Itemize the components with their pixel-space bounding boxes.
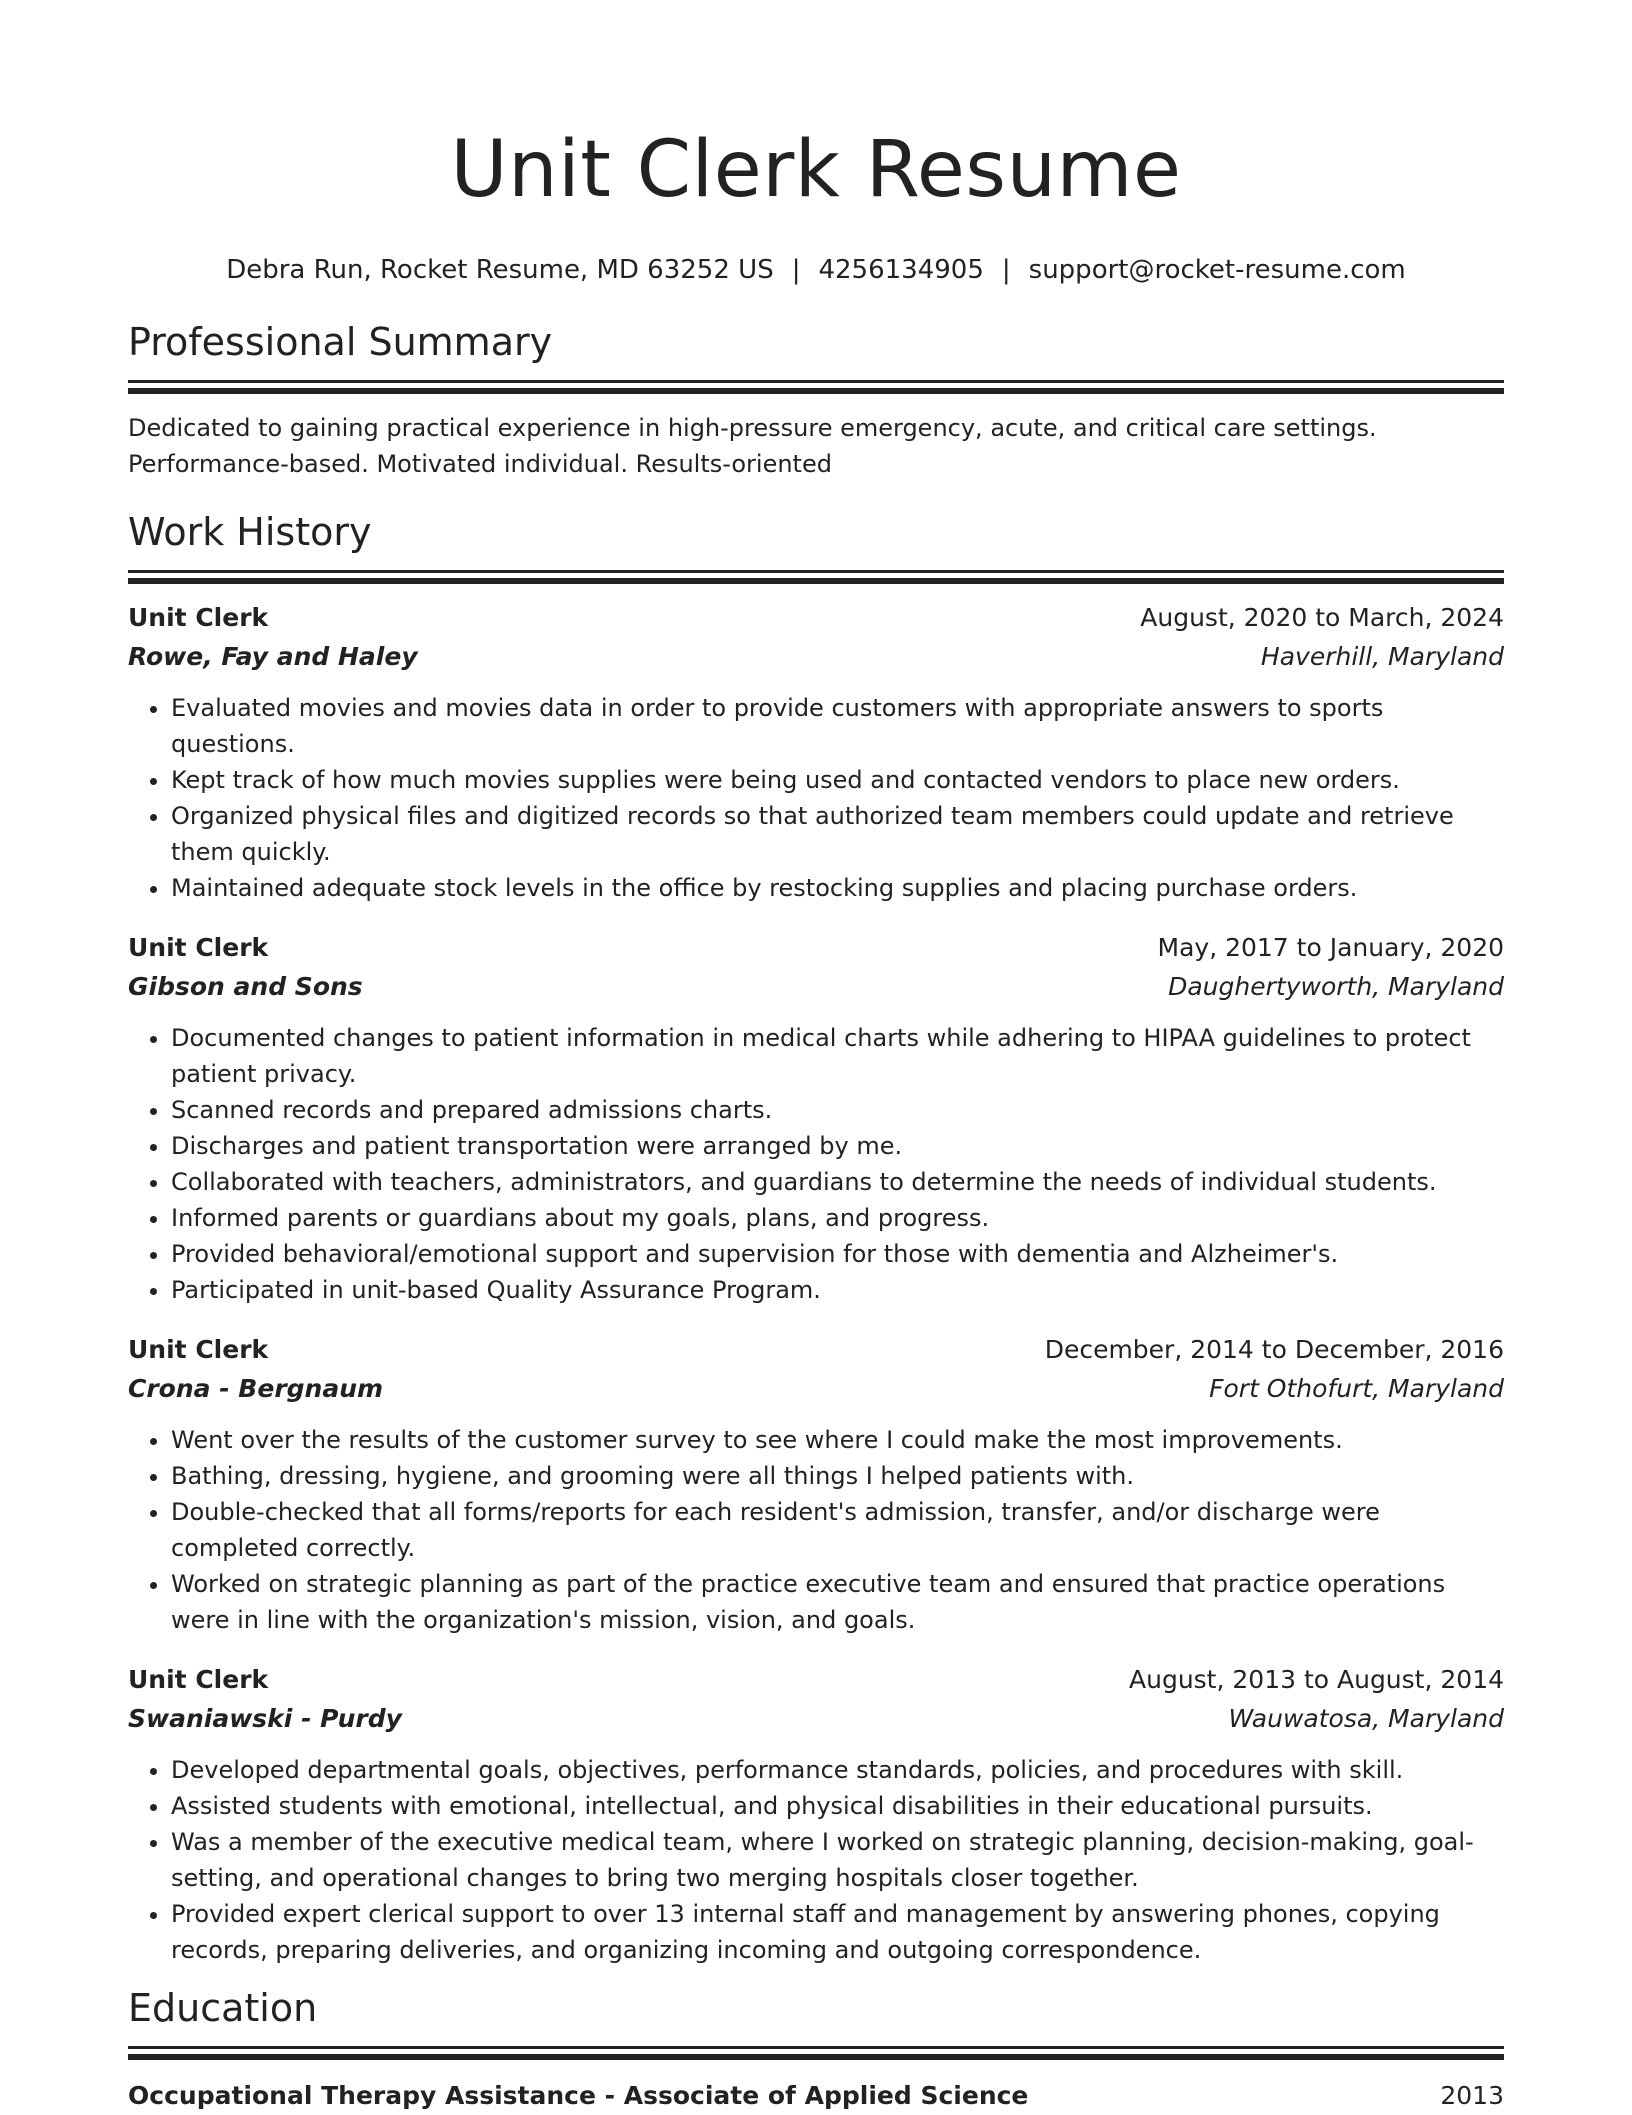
section-divider [128, 2046, 1504, 2049]
job-bullet: • Went over the results of the customer survey to see where I could make the most improvements. [171, 1422, 1504, 1458]
job-header-row [128, 598, 1504, 637]
job-dates: May, 2017 to January, 2020 [1157, 933, 1504, 962]
education-year: 2013 [1440, 2081, 1504, 2110]
job-bullet: • Informed parents or guardians about my goals, plans, and progress. [171, 1200, 1504, 1236]
job-company: Swaniawski - Purdy [128, 1704, 402, 1733]
job-bullet: • Discharges and patient transportation were arranged by me. [171, 1128, 1504, 1164]
contact-separator: | [1001, 255, 1011, 285]
summary-text: Dedicated to gaining practical experience in high-pressure emergency, acute, and critical care settings. Performance-based. Motivated individual. Results-oriented [128, 414, 1377, 478]
work-history-section [128, 508, 1504, 1968]
job-bullet: • Was a member of the executive medical team, where I worked on strategic planning, decision-making, goal-setting, and operational changes to bring two merging hospitals closer together. [171, 1824, 1504, 1896]
section-divider [128, 570, 1504, 573]
job-entry [128, 598, 1504, 906]
job-dates: August, 2020 to March, 2024 [1140, 603, 1504, 632]
job-header-row [128, 1330, 1504, 1369]
job-bullet-list [128, 690, 1504, 906]
job-bullet-list [128, 1422, 1504, 1638]
job-company: Rowe, Fay and Haley [128, 642, 418, 671]
job-dates: August, 2013 to August, 2014 [1129, 1665, 1504, 1694]
job-dates: December, 2014 to December, 2016 [1044, 1335, 1504, 1364]
contact-address: Debra Run, Rocket Resume, MD 63252 US [226, 255, 774, 285]
job-bullet: • Scanned records and prepared admissions charts. [171, 1092, 1504, 1128]
resume-title: Unit Clerk Resume [450, 125, 1182, 215]
job-title: Unit Clerk [128, 1665, 269, 1694]
job-bullet: • Double-checked that all forms/reports for each resident's admission, transfer, and/or discharge were completed correctly. [171, 1494, 1504, 1566]
job-bullet: • Maintained adequate stock levels in the office by restocking supplies and placing purchase orders. [171, 870, 1504, 906]
job-bullet: • Developed departmental goals, objectives, performance standards, policies, and procedures with skill. [171, 1752, 1504, 1788]
job-location: Fort Othofurt, Maryland [1209, 1374, 1504, 1403]
job-title: Unit Clerk [128, 1335, 269, 1364]
job-bullet: • Provided expert clerical support to over 13 internal staff and management by answering phones, copying records, preparing deliveries, and organizing incoming and outgoing correspondence. [171, 1896, 1504, 1968]
job-company-row [128, 637, 1504, 676]
section-heading-summary: Professional Summary [128, 320, 553, 364]
job-header-row [128, 928, 1504, 967]
job-location: Haverhill, Maryland [1260, 642, 1504, 671]
contact-line [128, 254, 1504, 286]
job-bullet: • Evaluated movies and movies data in order to provide customers with appropriate answers to sports questions. [171, 690, 1504, 762]
section-divider [128, 380, 1504, 383]
education-entry [128, 2076, 1504, 2115]
section-divider-thick [128, 578, 1504, 584]
summary-section [128, 318, 1504, 482]
section-divider-thick [128, 2054, 1504, 2060]
job-bullet: • Worked on strategic planning as part of the practice executive team and ensured that practice operations were in line with the organization's mission, vision, and goals. [171, 1566, 1504, 1638]
job-entry [128, 1660, 1504, 1968]
education-degree: Occupational Therapy Assistance - Associate of Applied Science [128, 2081, 1029, 2110]
job-bullet: • Bathing, dressing, hygiene, and grooming were all things I helped patients with. [171, 1458, 1504, 1494]
job-bullet: • Participated in unit-based Quality Assurance Program. [171, 1272, 1504, 1308]
contact-phone: 4256134905 [818, 255, 984, 285]
job-company-row [128, 967, 1504, 1006]
job-location: Daughertyworth, Maryland [1168, 972, 1504, 1001]
contact-email: support@rocket-resume.com [1028, 255, 1406, 285]
job-entry [128, 1330, 1504, 1638]
section-divider-thick [128, 388, 1504, 394]
job-company-row [128, 1369, 1504, 1408]
job-bullet: • Assisted students with emotional, intellectual, and physical disabilities in their educational pursuits. [171, 1788, 1504, 1824]
job-bullet-list [128, 1020, 1504, 1308]
job-bullet: • Documented changes to patient information in medical charts while adhering to HIPAA guidelines to protect patient privacy. [171, 1020, 1504, 1092]
job-company: Gibson and Sons [128, 972, 363, 1001]
job-bullet: • Collaborated with teachers, administrators, and guardians to determine the needs of individual students. [171, 1164, 1504, 1200]
job-title: Unit Clerk [128, 603, 269, 632]
job-bullet: • Organized physical files and digitized records so that authorized team members could update and retrieve them quickly. [171, 798, 1504, 870]
job-bullet: • Provided behavioral/emotional support and supervision for those with dementia and Alzheimer's. [171, 1236, 1504, 1272]
job-entry [128, 928, 1504, 1308]
contact-separator: | [791, 255, 801, 285]
job-company: Crona - Bergnaum [128, 1374, 384, 1403]
job-bullet: • Kept track of how much movies supplies were being used and contacted vendors to place new orders. [171, 762, 1504, 798]
job-company-row [128, 1699, 1504, 1738]
job-title: Unit Clerk [128, 933, 269, 962]
job-location: Wauwatosa, Maryland [1228, 1704, 1504, 1733]
job-header-row [128, 1660, 1504, 1699]
section-heading-work-history: Work History [128, 510, 372, 554]
education-section [128, 1984, 1504, 2115]
section-heading-education: Education [128, 1986, 318, 2030]
job-bullet-list [128, 1752, 1504, 1968]
